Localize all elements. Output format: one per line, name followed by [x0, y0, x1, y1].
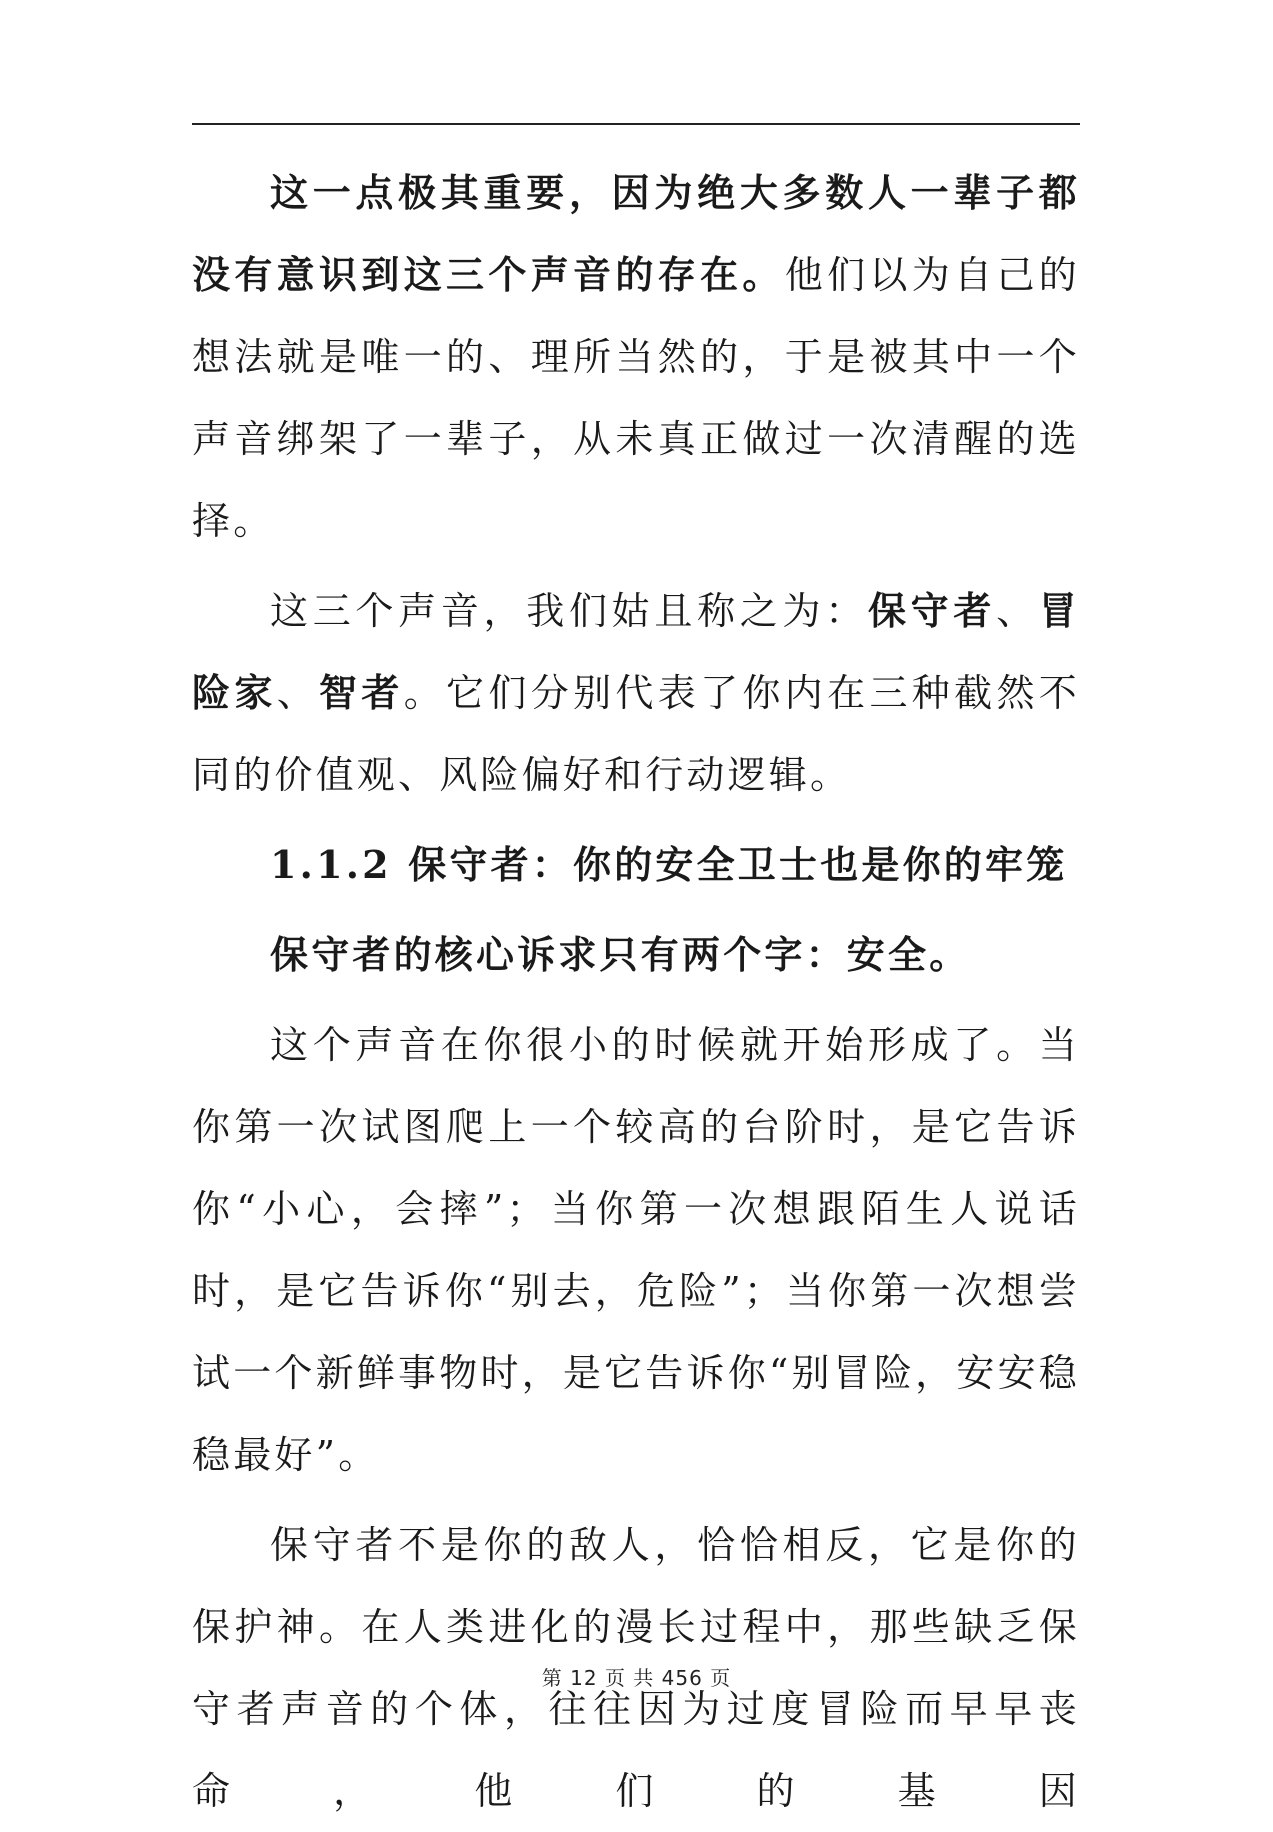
- header-rule: [192, 123, 1080, 125]
- paragraph-4: [192, 1004, 1080, 1496]
- text-segment: 这三个声音，我们姑且称之为：: [270, 589, 868, 633]
- page-footer: 第 12 页 共 456 页: [541, 1666, 732, 1690]
- text-segment: 1.1.2 保守者：你的安全卫士也是你的牢笼: [270, 842, 1068, 887]
- text-segment: 这个声音在你很小的时候就开始形成了。当你第一次试图爬上一个较高的台阶时，是它告诉你“小心，会摔”；当你第一次想跟陌生人说话时，是它告诉你“别去，危险”；当你第一次想尝试一个新鲜事物时，是它告诉你“别冒险，安安稳稳最好”。: [192, 1023, 1080, 1477]
- text-segment: 智者: [319, 670, 404, 715]
- section-heading: [192, 824, 1080, 906]
- paragraph-1: [192, 152, 1080, 562]
- text-segment: 这一点极其重要，因为绝大多数人一辈子都没有意识到这三个声音的存在。: [192, 170, 1080, 297]
- text-segment: 冒险家: [192, 588, 1080, 715]
- text-segment: 保守者不是你的敌人，恰恰相反，它是你的保护神。在人类进化的漫长过程中，那些缺乏保守者声音的个体，往往因为过度冒险而早早丧命，他们的基因: [192, 1523, 1080, 1813]
- text-segment: 保守者: [867, 588, 997, 633]
- paragraph-3: [192, 914, 1080, 996]
- page-body: [192, 152, 1080, 1832]
- text-segment: 保守者的核心诉求只有两个字：安全。: [270, 932, 971, 977]
- text-segment: 、: [996, 589, 1039, 633]
- paragraph-2: [192, 570, 1080, 816]
- text-segment: 他们以为自己的想法就是唯一的、理所当然的，于是被其中一个声音绑架了一辈子，从未真正做过一次清醒的选择。: [192, 253, 1080, 543]
- text-segment: 、: [276, 671, 320, 715]
- text-segment: 。它们分别代表了你内在三种截然不同的价值观、风险偏好和行动逻辑。: [192, 671, 1081, 797]
